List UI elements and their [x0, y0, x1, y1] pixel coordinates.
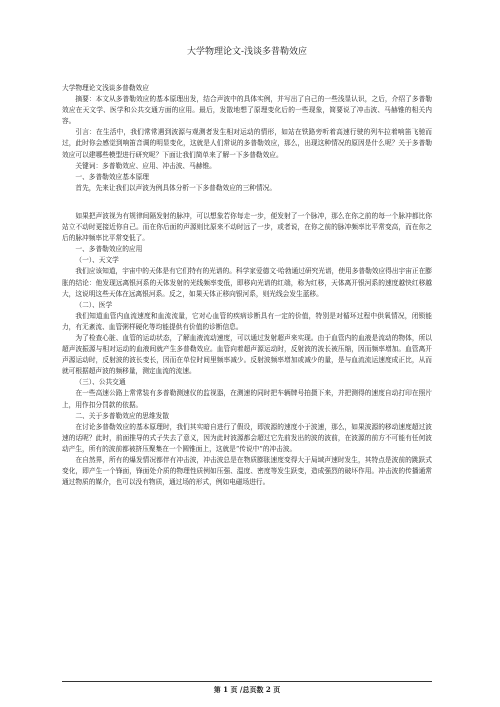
section-heading-divergent: 二、关于多普勒效应的思维发散	[75, 411, 170, 420]
page-footer: 第 1 页 /总页数 2 页	[62, 681, 432, 695]
document-title: 大学物理论文-浅谈多普勒效应	[186, 47, 308, 57]
section-heading-principle: 一、多普勒效应基本原理	[75, 172, 149, 181]
blank-figure-space	[62, 194, 432, 211]
section-heading-applications: 一、多普勒效应的应用	[75, 245, 143, 254]
principle-intro-paragraph: 首先，先来让我们以声波为例具体分析一下多普勒效应的三种情况。	[75, 183, 277, 192]
abstract-paragraph: 摘要：本文从多普勒效应的基本原理出发，结合声波中的具体实例，并写出了自己的一些浅显认识，之后，介绍了多普勒效应在天文学、医学和公共交通方面的应用。最后，发散地想了原理变化后的一些现象，简要说了冲击波、马赫锥的相关内容。	[62, 95, 432, 126]
shockwave-paragraph-1: 在讨论多普勒效应的基本原理时，我们其实暗自进行了假设，即波源的速度小于波速，那么，如果波源的移动速度超过波速的话呢？此时，前面推导的式子失去了意义，因为此时波源都会超过它先前发出的波的波前，在波源的前方不可能有任何波动产生，所有的波前都被挤压聚集在一个圆锥面上，这就是“传说中”的冲击波。	[62, 422, 432, 453]
subheading-medicine: （二）、医学	[75, 300, 113, 309]
shockwave-paragraph-2: 在自然界，所有的爆发情况都伴有冲击波，冲击波总是在物质膨胀速度变得大于局域声速时发生，其特点是波前的跳跃式变化，即产生一个锋面，锋面处介质的物理性质例如压强、温度、密度等发生跃变，造成强烈的破坏作用。冲击波的传播通常通过物质的媒介，也可以没有物质，通过场的形式，例如电磁场进行。	[62, 456, 432, 487]
medicine-paragraph-2: 为了检查心脏、血管的运动状态，了解血液流动速度，可以通过发射超声来实现。由于血管内的血液是流动的物体，所以超声波振源与相对运动的血液间就产生多普勒效应。血管向着超声源运动时，反射波的波长被压缩，因而频率增加。血管离开声源运动时，反射波的波长变长，因而在单位时间里频率减少。反射波频率增加或减少的量，是与血流流运速度成正比，从而就可根据超声波的频移量，测定血流的流速。	[62, 333, 432, 376]
astronomy-paragraph: 我们应该知道，宇宙中的天体是有它们特有的光谱的。科学家爱德文·哈勃通过研究光谱，使用多普勒效应得出宇宙正在膨胀的结论：他发现远离银河系的天体发射的光线频率变低，即移向光谱的红端，称为红移，天体离开银河系的速度越快红移越大，这说明这些天体在远离银河系。反之，如果天体正移向银河系，则光线会发生蓝移。	[62, 267, 432, 298]
paper-title: 大学物理论文浅谈多普勒效应	[62, 84, 149, 92]
keywords-line: 关键词：多普勒效应、应用、冲击波、马赫锥。	[75, 161, 216, 170]
document-body	[62, 83, 432, 488]
transport-paragraph: 在一些高速公路上常常装有多普勒测速仪的监视器，在测速的同时把车辆牌号拍摄下来，并把测得的速度自动打印在照片上，用作扣分罚款的依据。	[62, 389, 432, 409]
medicine-paragraph-1: 我们知道血管内血流速度和血流流量，它对心血管的疾病诊断具有一定的价值，特别是对循环过程中供氧情况，闭锁能力，有无紊流、血管粥样硬化等均能提供有价值的诊断信息。	[62, 311, 432, 331]
pulse-explanation-paragraph: 如果把声波视为有规律间隔发射的脉冲，可以想象若你每走一步，便发射了一个脉冲，那么在你之前的每一个脉冲都比你站立不动时更接近你自己。而在你后面的声源则比原来不动时远了一步，或者说，在你之前的脉冲频率比平常变高，而在你之后的脉冲频率比平常变低了。	[62, 211, 432, 243]
subheading-transport: （三）、公共交通	[75, 378, 126, 387]
introduction-paragraph: 引言：在生活中，我们常常遇到波源与观测者发生相对运动的情形，如站在铁路旁听着高速行驶的列车拉着响笛飞驰而过，此时你会感觉到响笛音调的明显变化，这就是人们常说的多普勒效应，那么，出现这种情况的原因是什么呢？关于多普勒效应可以建哪些模型进行研究呢？下面让我们简单来了解一下多普勒效应。	[62, 128, 432, 159]
subheading-astronomy: （一）、天文学	[75, 256, 119, 265]
